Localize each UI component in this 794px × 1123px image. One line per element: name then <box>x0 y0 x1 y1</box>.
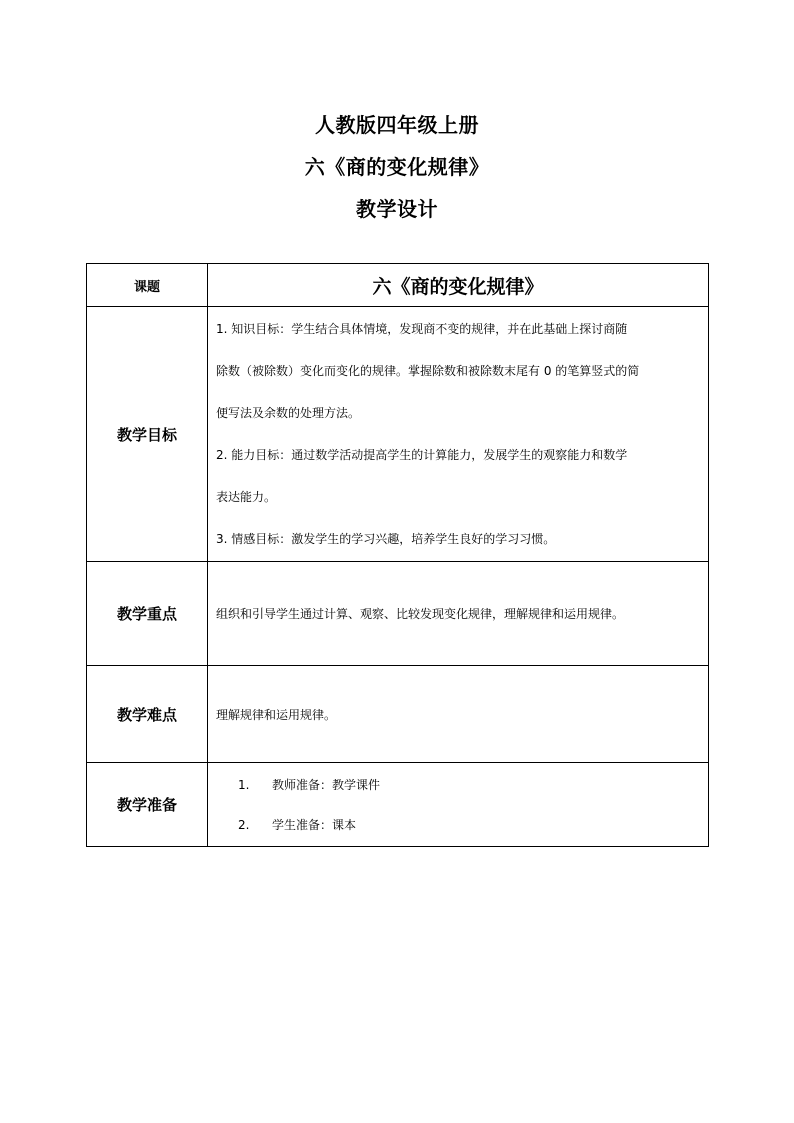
title-line-design: 教学设计 <box>356 197 438 221</box>
row-topic <box>87 264 709 307</box>
key-points-label: 教学重点 <box>87 562 208 666</box>
title-line-lesson: 六《商的变化规律》 <box>304 155 490 179</box>
objective-line: 表达能力。 <box>216 490 277 504</box>
difficulties-value: 理解规律和运用规律。 <box>208 666 709 763</box>
list-item-text: 学生准备：课本 <box>272 818 357 832</box>
difficulties-label: 教学难点 <box>87 666 208 763</box>
lesson-plan-table <box>86 263 709 847</box>
row-preparation <box>87 763 709 847</box>
objective-line: 3. 情感目标：激发学生的学习兴趣，培养学生良好的学习习惯。 <box>216 532 556 546</box>
list-item-number: 2. <box>238 817 250 832</box>
row-objectives <box>87 307 709 562</box>
objectives-cell <box>208 307 709 562</box>
row-key-points <box>87 562 709 666</box>
list-item-text: 教师准备：教学课件 <box>272 778 381 792</box>
preparation-cell <box>208 763 709 847</box>
list-item-number: 1. <box>238 777 250 792</box>
objective-line: 便写法及余数的处理方法。 <box>216 406 361 420</box>
preparation-label: 教学准备 <box>87 763 208 847</box>
document-title <box>0 104 794 230</box>
list-item <box>216 765 700 805</box>
topic-value: 六《商的变化规律》 <box>372 275 544 298</box>
title-line-grade: 人教版四年级上册 <box>315 113 479 137</box>
objectives-label: 教学目标 <box>87 307 208 562</box>
topic-label: 课题 <box>87 264 208 307</box>
objective-line: 1. 知识目标：学生结合具体情境，发现商不变的规律，并在此基础上探讨商随 <box>216 322 628 336</box>
key-points-value: 组织和引导学生通过计算、观察、比较发现变化规律，理解规律和运用规律。 <box>208 562 709 666</box>
objectives-text <box>216 307 700 561</box>
objective-line: 2. 能力目标：通过数学活动提高学生的计算能力，发展学生的观察能力和数学 <box>216 448 628 462</box>
row-difficulties <box>87 666 709 763</box>
topic-cell <box>208 264 709 307</box>
list-item <box>216 805 700 845</box>
objective-line: 除数（被除数）变化而变化的规律。掌握除数和被除数末尾有 0 的笔算竖式的简 <box>216 364 640 378</box>
